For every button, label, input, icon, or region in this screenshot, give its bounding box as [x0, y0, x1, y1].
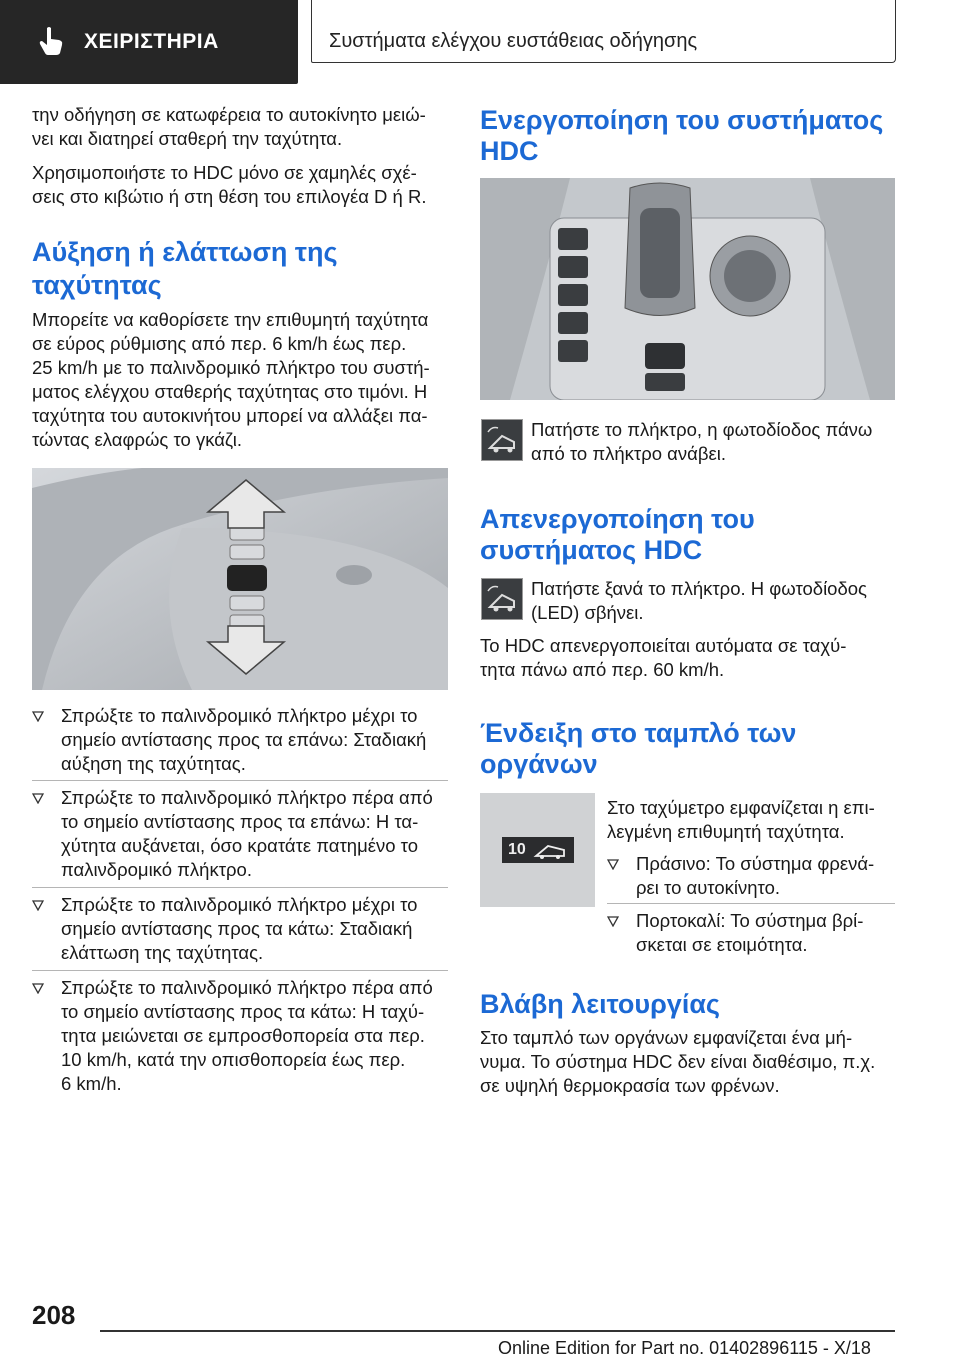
triangle-bullet-icon: [32, 710, 44, 722]
divider: [32, 970, 448, 971]
section-heading-speed: Αύξηση ή ελάττωση της: [32, 237, 338, 267]
section-heading-deactivate-2: συστήματος HDC: [480, 535, 703, 565]
activate-line-2: από το πλήκτρο ανάβει.: [531, 443, 726, 464]
fault-line-3: σε υψηλή θερμοκρασία των φρένων.: [480, 1075, 780, 1096]
hdc-button-icon: [481, 419, 523, 461]
triangle-bullet-icon: [32, 982, 44, 994]
section-heading-activate-2: HDC: [480, 136, 539, 166]
section-tab[interactable]: [0, 0, 298, 84]
bullet-item: Πορτοκαλί: Το σύστημα βρί- σκεται σε ετοιμότητα.: [607, 909, 895, 959]
chapter-header: [311, 0, 896, 63]
steering-wheel-image: [32, 468, 448, 690]
divider: [32, 780, 448, 781]
auto-off-line-1: Το HDC απενεργοποιείται αυτόματα σε ταχύ-: [480, 635, 847, 656]
bullet-item: Σπρώξτε το παλινδρομικό πλήκτρο πέρα από το σημείο αντίστασης προς τα επάνω: Η τα- χύτητα αυξάνεται, όσο κρατάτε πατημένο το παλινδρομικό πλήκτρο.: [32, 786, 448, 886]
deactivate-line-2: (LED) σβήνει.: [531, 602, 644, 623]
instrument-display-image: [480, 793, 595, 907]
triangle-bullet-icon: [607, 915, 619, 927]
divider: [32, 887, 448, 888]
hand-pointer-icon: [38, 26, 66, 56]
speed-para-line: ταχύτητα του αυτοκινήτου μπορεί να αλλάξει πα-: [32, 405, 428, 426]
section-heading-speed-2: ταχύτητας: [32, 270, 162, 300]
section-heading-display-2: οργάνων: [480, 749, 598, 779]
activate-line-1: Πατήστε το πλήκτρο, η φωτοδίοδος πάνω: [531, 419, 873, 440]
section-heading-fault: Βλάβη λειτουργίας: [480, 989, 720, 1019]
speed-para-line: Μπορείτε να καθορίσετε την επιθυμητή ταχύτητα: [32, 309, 429, 330]
speed-para-line: ματος ελέγχου σταθερής ταχύτητας στο τιμόνι. Η: [32, 381, 428, 402]
usage-line-2: σεις στο κιβώτιο ή στη θέση του επιλογέα D ή R.: [32, 186, 427, 207]
speed-para-line: 25 km/h με το παλινδρομικό πλήκτρο του συστή-: [32, 357, 430, 378]
intro-line-1: την οδήγηση σε κατωφέρεια το αυτοκίνητο μειώ-: [32, 104, 426, 125]
section-tab-label: ΧΕΙΡΙΣΤΗΡΙΑ: [84, 30, 219, 53]
section-heading-activate: Ενεργοποίηση του συστήματος: [480, 105, 884, 135]
bullet-item: Σπρώξτε το παλινδρομικό πλήκτρο μέχρι το σημείο αντίστασης προς τα επάνω: Σταδιακή αύξηση της ταχύτητας.: [32, 704, 448, 784]
display-speed-value: 10: [508, 841, 526, 858]
display-line-1: Στο ταχύμετρο εμφανίζεται η επι-: [607, 797, 875, 818]
speed-para-line: σε εύρος ρύθμισης από περ. 6 km/h έως περ.: [32, 333, 407, 354]
hdc-car-icon: [532, 840, 570, 860]
footer-edition: Online Edition for Part no. 01402896115 - X/18: [498, 1338, 871, 1358]
section-heading-display: Ένδειξη στο ταμπλό των: [480, 718, 797, 748]
hdc-button-icon: [481, 578, 523, 620]
bullet-item: Σπρώξτε το παλινδρομικό πλήκτρο πέρα από το σημείο αντίστασης προς τα κάτω: Η ταχύ- τητα μειώνεται σε εμπροσθοπορεία στα περ. 10 km/h, κατά την οπισθοπορεία έως περ. 6 km/h.: [32, 976, 448, 1100]
auto-off-line-2: τητα πάνω από περ. 60 km/h.: [480, 659, 725, 680]
display-panel: [502, 837, 574, 863]
triangle-bullet-icon: [32, 899, 44, 911]
center-console-illustration: [480, 178, 895, 400]
footer-rule: [100, 1330, 895, 1332]
fault-line-1: Στο ταμπλό των οργάνων εμφανίζεται ένα μή-: [480, 1027, 853, 1048]
center-console-image: [480, 178, 895, 400]
triangle-bullet-icon: [32, 792, 44, 804]
deactivate-line-1: Πατήστε ξανά το πλήκτρο. Η φωτοδίοδος: [531, 578, 867, 599]
triangle-bullet-icon: [607, 858, 619, 870]
bullet-item: Σπρώξτε το παλινδρομικό πλήκτρο μέχρι το σημείο αντίστασης προς τα κάτω: Σταδιακή ελάττωση της ταχύτητας.: [32, 893, 448, 973]
steering-wheel-illustration: [32, 468, 448, 690]
fault-line-2: νυμα. Το σύστημα HDC δεν είναι διαθέσιμο, π.χ.: [480, 1051, 876, 1072]
intro-line-2: νει και διατηρεί σταθερή την ταχύτητα.: [32, 128, 343, 149]
speed-para-line: τώντας ελαφρώς το γκάζι.: [32, 429, 242, 450]
divider: [607, 903, 895, 904]
chapter-title: Συστήματα ελέγχου ευστάθειας οδήγησης: [329, 30, 698, 52]
section-heading-deactivate: Απενεργοποίηση του: [480, 504, 755, 534]
display-line-2: λεγμένη επιθυμητή ταχύτητα.: [607, 821, 845, 842]
usage-line-1: Χρησιμοποιήστε το HDC μόνο σε χαμηλές σχέ-: [32, 162, 417, 183]
bullet-item: Πράσινο: Το σύστημα φρενά- ρει το αυτοκίνητο.: [607, 852, 895, 902]
page-number: 208: [32, 1300, 76, 1330]
